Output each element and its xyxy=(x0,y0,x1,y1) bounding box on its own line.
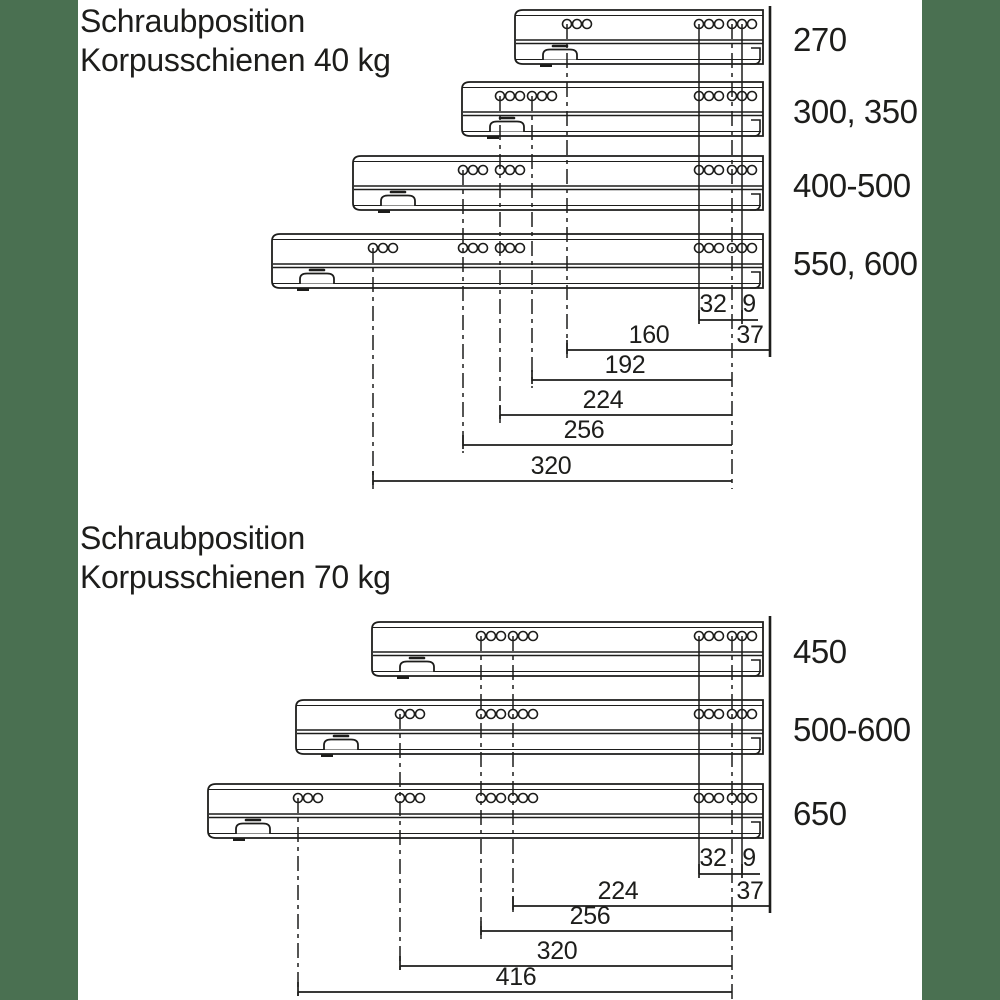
screw-hole xyxy=(748,710,757,719)
screw-hole xyxy=(705,710,714,719)
rail-450 xyxy=(372,622,763,678)
dimension-label: 416 xyxy=(495,963,537,991)
dimension-label: 32 xyxy=(699,844,727,872)
screw-hole xyxy=(748,166,757,175)
screw-hole xyxy=(479,244,488,253)
rail-length-label: 450 xyxy=(793,633,847,670)
rail-400-500 xyxy=(353,156,763,212)
dimension-label: 37 xyxy=(736,877,764,905)
screw-hole xyxy=(715,166,724,175)
screw-hole xyxy=(506,244,515,253)
screw-hole xyxy=(705,794,714,803)
dimension-label: 256 xyxy=(563,416,605,444)
screw-hole xyxy=(538,92,547,101)
screw-hole xyxy=(479,166,488,175)
title-line-1: Schraubposition xyxy=(80,520,305,556)
dimension-label: 224 xyxy=(582,386,624,414)
rail-length-label: 300, 350 xyxy=(793,93,918,130)
screw-hole xyxy=(715,244,724,253)
screw-hole xyxy=(529,632,538,641)
rail-550-600 xyxy=(272,234,763,290)
dimension-label: 160 xyxy=(628,321,670,349)
rail-outline xyxy=(272,234,763,288)
release-latch xyxy=(324,740,358,750)
screw-hole xyxy=(748,92,757,101)
dimension-label: 320 xyxy=(530,452,572,480)
release-latch xyxy=(300,274,334,284)
rail-270 xyxy=(515,10,763,66)
dimension-label: 37 xyxy=(736,321,764,349)
title-line-1: Schraubposition xyxy=(80,3,305,39)
rail-outline xyxy=(296,700,763,754)
screw-hole xyxy=(519,794,528,803)
release-latch xyxy=(400,662,434,672)
section-korpusschienen-70kg xyxy=(208,616,911,1000)
screw-hole xyxy=(583,20,592,29)
screw-hole xyxy=(705,20,714,29)
rail-length-label: 550, 600 xyxy=(793,245,918,282)
screw-hole xyxy=(389,244,398,253)
rail-500-600 xyxy=(296,700,763,756)
release-latch xyxy=(381,196,415,206)
screw-hole xyxy=(416,794,425,803)
screw-hole xyxy=(529,794,538,803)
screw-hole xyxy=(497,710,506,719)
screw-hole xyxy=(715,710,724,719)
screw-hole xyxy=(519,632,528,641)
dimension-label: 9 xyxy=(742,290,756,318)
screw-hole xyxy=(497,794,506,803)
screw-hole xyxy=(705,166,714,175)
screw-hole xyxy=(506,92,515,101)
screw-hole xyxy=(487,794,496,803)
screw-hole xyxy=(748,632,757,641)
rail-outline xyxy=(208,784,763,838)
dimension-label: 320 xyxy=(536,937,578,965)
screw-hole xyxy=(519,710,528,719)
screw-hole xyxy=(406,794,415,803)
screw-hole xyxy=(314,794,323,803)
screw-hole xyxy=(573,20,582,29)
screw-hole xyxy=(497,632,506,641)
screw-hole xyxy=(548,92,557,101)
screw-hole xyxy=(748,20,757,29)
screw-hole xyxy=(715,20,724,29)
screw-hole xyxy=(379,244,388,253)
screw-hole xyxy=(487,632,496,641)
rail-length-label: 400-500 xyxy=(793,167,911,204)
rail-length-label: 650 xyxy=(793,795,847,832)
screw-hole xyxy=(705,244,714,253)
screw-hole xyxy=(304,794,313,803)
screw-hole xyxy=(516,166,525,175)
dimension-label: 256 xyxy=(569,902,611,930)
screw-hole xyxy=(715,794,724,803)
dimension-label: 9 xyxy=(742,844,756,872)
section-korpusschienen-40kg xyxy=(272,6,918,489)
rail-length-label: 270 xyxy=(793,21,847,58)
screw-hole xyxy=(715,92,724,101)
screw-hole xyxy=(705,92,714,101)
screw-hole xyxy=(469,166,478,175)
screw-hole xyxy=(715,632,724,641)
screw-hole xyxy=(516,244,525,253)
rail-300-350 xyxy=(462,82,763,138)
screw-hole xyxy=(516,92,525,101)
screw-hole xyxy=(406,710,415,719)
screw-hole xyxy=(748,244,757,253)
rail-length-label: 500-600 xyxy=(793,711,911,748)
screw-hole xyxy=(416,710,425,719)
dimension-label: 32 xyxy=(699,290,727,318)
screw-hole xyxy=(529,710,538,719)
dimension-label: 192 xyxy=(604,351,646,379)
title-line-2: Korpusschienen 70 kg xyxy=(80,559,391,595)
release-latch xyxy=(490,122,524,132)
screw-hole xyxy=(469,244,478,253)
screw-hole xyxy=(506,166,515,175)
rail-650 xyxy=(208,784,763,840)
release-latch xyxy=(543,50,577,60)
release-latch xyxy=(236,824,270,834)
screw-hole xyxy=(705,632,714,641)
dimension-label: 224 xyxy=(597,877,639,905)
screw-hole xyxy=(487,710,496,719)
screw-hole xyxy=(748,794,757,803)
title-line-2: Korpusschienen 40 kg xyxy=(80,42,391,78)
